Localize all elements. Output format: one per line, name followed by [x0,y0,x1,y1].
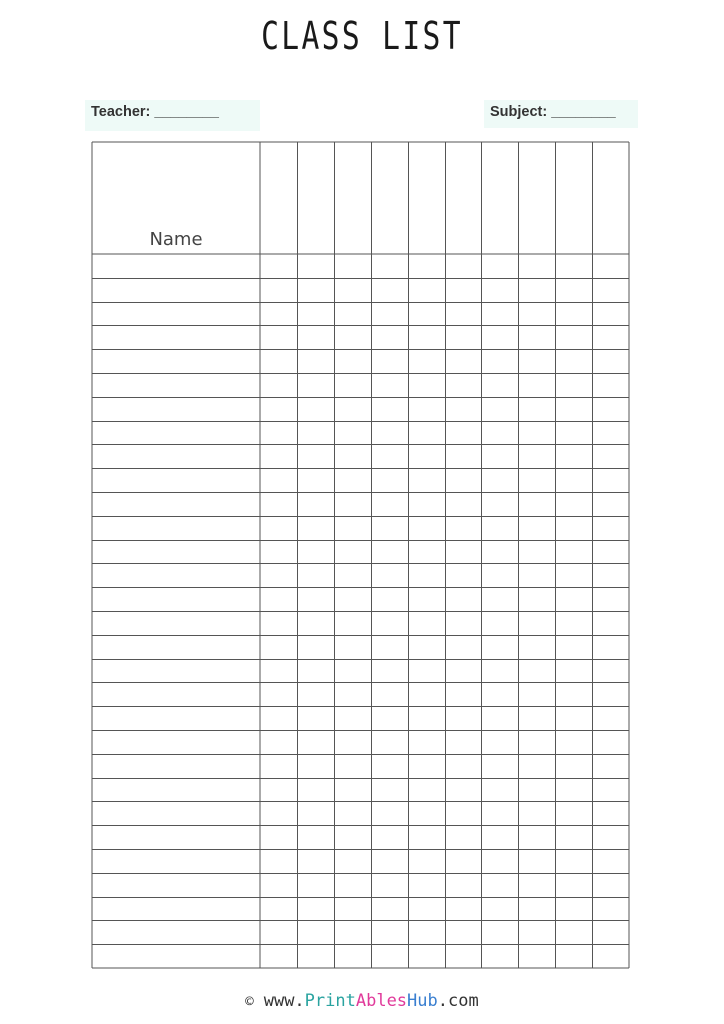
url-prefix: www. [263,991,305,1011]
subject-field[interactable]: Subject: ________ [490,104,616,120]
brand-part-ables: Ables [355,991,408,1011]
footer-credit[interactable] [0,991,724,1011]
page-title: CLASS LIST [261,14,463,58]
teacher-field[interactable]: Teacher: ________ [91,104,219,120]
brand-part-hub: Hub [407,991,438,1011]
name-column-header: Name [149,229,203,250]
brand-part-print: Print [304,991,356,1011]
url-suffix: .com [437,991,479,1011]
copyright-icon: © [245,994,254,1010]
table-grid [92,142,629,968]
